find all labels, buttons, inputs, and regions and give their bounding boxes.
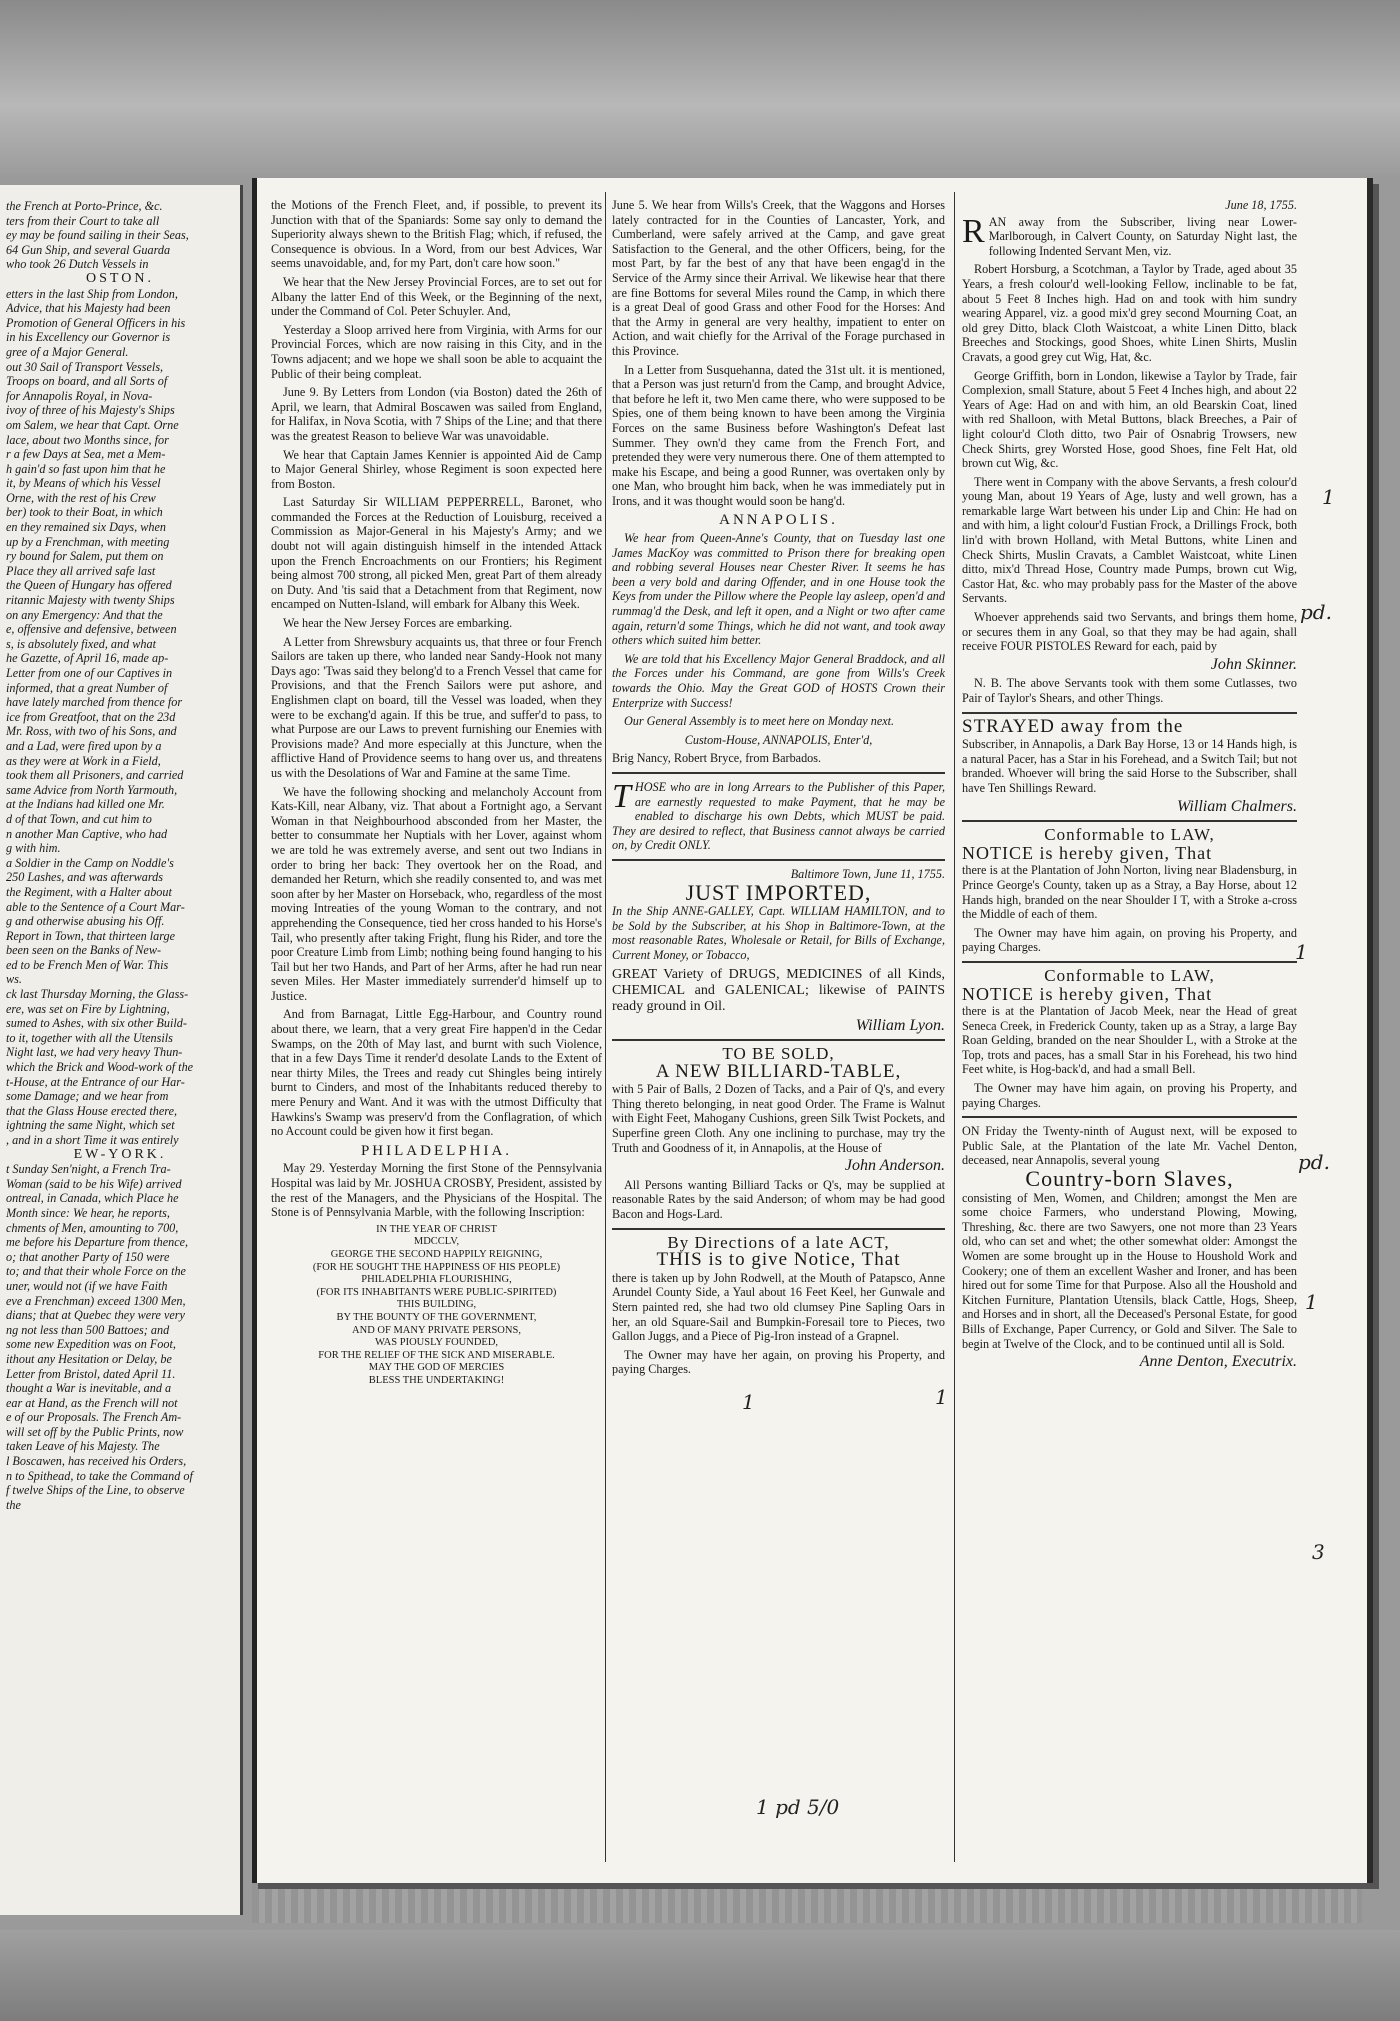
left-page-line: Orne, with the rest of his Crew <box>6 490 156 505</box>
left-page-line: ithout any Hesitation or Delay, be <box>6 1351 172 1366</box>
margin-note: pd. <box>1298 1150 1330 1174</box>
meek-law: Conformable to LAW, <box>1044 965 1215 985</box>
left-page-line: uner, would not (if we have Faith <box>6 1278 168 1293</box>
left-page-column <box>6 199 234 1512</box>
hospital-inscription <box>271 1224 602 1388</box>
margin-note: pd. <box>1300 600 1332 624</box>
denton-lead: ON Friday the Twenty-ninth of August next, will be exposed to Public Sale, at the Plantation of the late Mr. Vachel Denton, deceased, near Annapolis, several young <box>962 1124 1297 1168</box>
lyon-text: In the Ship ANNE-GALLEY, Capt. WILLIAM HAMILTON, and to be Sold by the Subscriber, at his Shop in Baltimore-Town, at the most reasonable Rates, Wholesale or Retail, for Bills of Exchange, Current Money, or Tobacco, <box>612 904 945 962</box>
divider <box>962 820 1297 822</box>
skinner-lead: AN away from the Subscriber, living near Lower-Marlborough, in Calvert County, on Saturday Night last, the following Indented Servant Men, viz. <box>988 214 1297 258</box>
divider <box>612 859 945 861</box>
rodwell-text: there is taken up by John Rodwell, at the Mouth of Patapsco, Anne Arundel County Side, a Yaul about 16 Feet Keel, her Gunwale and Stern painted red, she had two old clumsey Pine Sapling Oars in her, an old Square-Sail and Bumpkin-Foresail tore to Pieces, two Gallon Juggs, and a Piece of Pig-Iron instead of a Grapnel. <box>612 1270 945 1344</box>
custom-entry: Brig Nancy, Robert Bryce, from Barbados. <box>612 751 822 766</box>
norton-notice: NOTICE is hereby given, That <box>962 842 1213 863</box>
left-page-line: ws. <box>6 972 22 987</box>
left-page-line: ice from Greatfoot, that on the 23d <box>6 709 176 724</box>
left-page-line: o; that another Party of 150 were <box>6 1249 170 1264</box>
left-page-line: up by a Frenchman, with meeting <box>6 534 170 549</box>
skinner-dropcap: R <box>962 212 985 250</box>
column-rule <box>605 192 606 1862</box>
left-page-line: it, by Means of which his Vessel <box>6 476 161 491</box>
lyon-great: GREAT Variety of DRUGS, MEDICINES of all Kinds, CHEMICAL and GALENICAL; likewise of PAINTS ready ground in Oil. <box>612 966 945 1014</box>
left-page-line: for Annapolis Royal, in Nova- <box>6 388 153 403</box>
left-page-line: able to the Sentence of a Court Mar- <box>6 899 185 914</box>
inscription-line: MAY THE GOD OF MERCIES <box>368 1362 505 1374</box>
margin-note: 1 <box>1322 485 1335 509</box>
left-page-line: Place they all arrived safe last <box>6 563 156 578</box>
left-page-line: g with him. <box>6 841 61 856</box>
left-page-line: n another Man Captive, who had <box>6 826 168 841</box>
inscription-line: WAS PIOUSLY FOUNDED, <box>374 1337 499 1349</box>
col1-para-9: And from Barnagat, Little Egg-Harbour, and Country round about there, we learn, that a very great Fire happen'd in the Cedar Swamps, on the 20th of May last, and burnt with such Violence, that in a few Days Time it render'd desolate Lands to the Extent of near thirty Miles, the Trees and ready cut Shingles being intirely burnt to Cinders, and most of the Inhabitants reduced thereby to mere Penury and Want. And it was with the utmost Difficulty that Hawkins's Swamp was preserv'd from the Conflagration, of which no Account could be given how it first began. <box>271 1007 602 1139</box>
annapolis-para-2: Our General Assembly is to meet here on Monday next. <box>624 714 895 729</box>
left-page-line: as they were at Work in a Field, <box>6 753 161 768</box>
left-page-line: ontreal, in Canada, which Place he <box>6 1191 179 1206</box>
col1-para-2: Yesterday a Sloop arrived here from Virginia, with Arms for our Provincial Forces, which are now raising in this City, and in the Towns adjacent; and we hope we shall soon be able to acquaint the Public of their being compleat. <box>271 322 602 381</box>
col1-para-7: A Letter from Shrewsbury acquaints us, that three or four French Sailors are taken up there, who landed near Sandy-Hook not many Days ago: 'Twas said they belong'd to a French Vessel that came for Provisions, and that the French Sailors were put ashore, and Englishmen clapt on board, till the Vessel was loaded, when they were to be exchang'd again. If this be true, and suffer'd to pass, to what Purpose are our Laws to prevent furnishing our Enemies with Provisions made? And more especially at this Juncture, when the afflictive Hand of Providence seems to hang over us, and threatens us with the Desolations of War and Famine at the same Time. <box>271 634 602 780</box>
scan-background-bottom <box>0 1930 1400 2021</box>
page-edge-shadow <box>252 1883 1362 1923</box>
philadelphia-heading: PHILADELPHIA. <box>360 1142 513 1159</box>
divider <box>962 1116 1297 1118</box>
left-page-line: the Regiment, with a Halter about <box>6 884 172 899</box>
column-1 <box>271 198 602 1868</box>
left-page-line: same Advice from North Yarmouth, <box>6 782 178 797</box>
column-2 <box>612 198 945 1878</box>
inscription-line: (FOR ITS INHABITANTS WERE PUBLIC-SPIRITED) <box>316 1286 557 1298</box>
left-page-line: Woman (said to be his Wife) arrived <box>6 1176 182 1191</box>
left-page-line: the <box>6 1497 21 1512</box>
left-page-line: Promotion of General Officers in his <box>6 315 186 330</box>
inscription-line: PHILADELPHIA FLOURISHING, <box>361 1274 512 1286</box>
left-page-line: some new Expedition was on Foot, <box>6 1337 176 1352</box>
annapolis-heading: ANNAPOLIS. <box>719 512 838 529</box>
col1-para-4: We hear that Captain James Kennier is appointed Aid de Camp to Major General Shirley, whose Regiment is soon expected here from Boston. <box>271 447 602 491</box>
left-page-line: l Boscawen, has received his Orders, <box>6 1454 187 1469</box>
left-page-line: etters in the last Ship from London, <box>6 286 178 301</box>
left-page <box>0 185 243 1915</box>
left-page-line: taken Leave of his Majesty. The <box>6 1439 160 1454</box>
left-page-line: t Sunday Sen'night, a French Tra- <box>6 1162 171 1177</box>
left-page-line: EW-YORK. <box>73 1146 167 1162</box>
rodwell-owner: The Owner may have her again, on proving his Property, and paying Charges. <box>612 1347 945 1377</box>
left-page-line: s, is absolutely fixed, and what <box>6 636 156 651</box>
skinner-date: June 18, 1755. <box>1225 198 1297 212</box>
left-page-line: Advice, that his Majesty had been <box>6 301 171 316</box>
billiard-note: All Persons wanting Billiard Tacks or Q's, may be supplied at reasonable Rates by the said Anderson; of whom may be had good Bacon and Hogs-Lard. <box>612 1177 945 1222</box>
denton-text: consisting of Men, Women, and Children; amongst the Men are some choice Farmers, who understand Plowing, Mowing, Threshing, &c. there are two Sawyers, one not more than 23 Years old, who can set and whet; the other somewhat older: Amongst the Women are some brought up in the House to Houshold Work and Cookery; one of them an excellent Washer and Ironer, and has been hired out for some Time for that Purpose. Also all the Houshold and Kitchen Furniture, Plantation Utensils, black Cattle, Hogs, Sheep, and Horses and in short, all the Deceased's Personal Estate, for good Bills of Exchange, Paper Currency, or Gold and Silver. The Sale to begin at Twelve of the Clock, and to be continued until all is Sold. <box>962 1190 1297 1351</box>
left-page-line: chments of Men, amounting to 700, <box>6 1220 179 1235</box>
billiard-heading: TO BE SOLD, <box>722 1044 835 1064</box>
left-page-line: to it, together with all the Utensils <box>6 1030 173 1045</box>
billiard-title: A NEW BILLIARD-TABLE, <box>655 1060 902 1082</box>
column-rule <box>954 192 955 1862</box>
left-page-line: n to Spithead, to take the Command of <box>6 1468 193 1483</box>
col1-para-8: We have the following shocking and melancholy Account from Kats-Kill, near Albany, viz. That about a Fortnight ago, a Servant Woman in that Neighbourhood absconded from her Master, the better to consummate her Nuptials with her Lover, against whom we are told he was extremely averse, and sent out two Indians in order to bring her back: They overtook her on the Road, and demanded her Return, which she readily consented to, and was met soon after by her Master on Horseback, who, regardless of the most moving Intreaties of the young Woman to the contrary, and not apprehending the Consequence, tied her cross handed to his Horse's Tail, who presently after taking Fright, flung his Rider, and tore the poor Creature Limb from Limb; nothing being found hanging to his Tail but her two Hands, and Part of her Arms, after he had run near seven Miles. Her Master immediately surrender'd himself up to Justice. <box>271 784 602 1003</box>
inscription-line: THIS BUILDING, <box>396 1299 477 1311</box>
left-page-line: and a Lad, were fired upon by a <box>6 738 162 753</box>
left-page-line: at the Indians had killed one Mr. <box>6 797 165 812</box>
left-page-line: h gain'd so fast upon him that he <box>6 461 166 476</box>
inscription-line: FOR THE RELIEF OF THE SICK AND MISERABLE. <box>318 1349 555 1361</box>
chalmers-text: Subscriber, in Annapolis, a Dark Bay Horse, 13 or 14 Hands high, is a natural Pacer, has a Star in his Forehead, and a Switch Tail; but not branded. Whoever will bring the said Horse to the Subscriber, shall have Ten Shillings Reward. <box>962 737 1297 795</box>
billiard-signature: John Anderson. <box>844 1157 945 1175</box>
left-page-line: a Soldier in the Camp on Noddle's <box>6 855 174 870</box>
col1-para-5: Last Saturday Sir WILLIAM PEPPERRELL, Baronet, who commanded the Forces at the Reduction of Louisburg, received a Commission as Major-General in his Majesty's Army; and we doubt not will again distinguish himself in the intended Attack upon the French Encroachments on our Frontiers; his Regiment being almost 700 strong, all picked Men, great Part of them already on Duty. And 'tis said that a Detachment from that Regiment, now encamped on Nutten-Island, will embark for Albany this Week. <box>271 495 602 612</box>
skinner-para-2: There went in Company with the above Servants, a fresh colour'd young Man, about 19 Years of Age, lusty and well grown, has a remarkable large Wart between his under Lip and Chin: He had on and with him, a light colour'd Fustian Frock, a Drillings Frock, both lin'd with brown Holland, with Metal Buttons, white Linen and Check Shirts, Muslin Cravats, a Camblet Waistcoat, white Linen ditto, mix'd Thread Hose, Country made Pumps, brown cut Wig, Castor Hat, &c. who may probably pass for the Master of the above Servants. <box>962 474 1297 606</box>
left-page-line: eve a Frenchman) exceed 1300 Men, <box>6 1293 186 1308</box>
left-page-line: Report in Town, that thirteen large <box>6 928 176 943</box>
left-page-line: ere, was set on Fire by Lightning, <box>6 1001 170 1016</box>
col1-para-3: June 9. By Letters from London (via Boston) dated the 26th of April, we learn, that Admiral Boscawen was sailed from England, for Halifax, in Nova Scotia, with 7 Ships of the Line; and that there was the greatest Reason to believe War was unavoidable. <box>271 385 602 443</box>
norton-text: there is at the Plantation of John Norton, living near Bladensburg, in Prince George's County, taken up as a Stray, a Bay Horse, about 12 Hands high, branded on the near Shoulder I T, with a Stroke a-cross the Middle of each of them. <box>962 863 1297 922</box>
left-page-line: lace, about two Months since, for <box>6 432 169 447</box>
left-page-line: ed to be French Men of War. This <box>6 957 169 972</box>
left-page-line: he Gazette, of April 16, made ap- <box>6 651 169 666</box>
arrears-dropcap: T <box>612 777 631 815</box>
left-page-line: dians; that at Quebec they were very <box>6 1308 185 1323</box>
left-page-line: in his Excellency our Governor is <box>6 330 171 345</box>
skinner-para-0: Robert Horsburg, a Scotchman, a Taylor by Trade, aged about 35 Years, a fresh colour'd well-looking Fellow, inclinable to be fat, about 5 Feet 8 Inches high. Had on and took with him sundry wearing Apparel, viz. a good mix'd grey second Mourning Coat, an old grey Ditto, black Cloth Waistcoat, a white Linen Ditto, black Breeches and Stockings, good Shoes, white Linen Shirts, Muslin Cravats, a good grey cut Wig, Hat, &c. <box>962 262 1297 364</box>
left-page-line: been seen on the Banks of New- <box>6 943 162 958</box>
left-page-line: ey may be found sailing in their Seas, <box>6 228 189 243</box>
scan-background-top <box>0 0 1400 175</box>
inscription-line: MDCCLV, <box>413 1236 460 1248</box>
left-page-line: out 30 Sail of Transport Vessels, <box>6 359 164 374</box>
left-page-line: thought a War is inevitable, and a <box>6 1381 172 1396</box>
rodwell-title: THIS is to give Notice, That <box>656 1249 901 1271</box>
divider <box>612 1039 945 1041</box>
left-page-line: d of that Town, and cut him to <box>6 811 152 826</box>
lyon-signature: William Lyon. <box>855 1016 945 1034</box>
left-page-line: Mr. Ross, with two of his Sons, and <box>6 724 177 739</box>
left-page-line: ters from their Court to take all <box>6 213 160 228</box>
left-page-line: Month since: We hear, he reports, <box>6 1205 170 1220</box>
left-page-line: the French at Porto-Prince, &c. <box>6 199 163 213</box>
left-page-line: Night last, we had very heavy Thun- <box>6 1045 183 1060</box>
left-page-line: that the Glass House erected there, <box>6 1103 178 1118</box>
chalmers-signature: William Chalmers. <box>1176 797 1297 815</box>
left-page-line: on any Emergency: And that the <box>6 607 163 622</box>
norton-law: Conformable to LAW, <box>1044 825 1215 845</box>
left-page-line: Troops on board, and all Sorts of <box>6 374 168 389</box>
chalmers-heading: STRAYED away from the <box>962 715 1184 737</box>
denton-signature: Anne Denton, Executrix. <box>1139 1353 1297 1371</box>
left-page-line: om Salem, we hear that Capt. Orne <box>6 417 179 432</box>
left-page-line: ng not less than 500 Battoes; and <box>6 1322 170 1337</box>
left-page-line: ber) took to their Boat, in which <box>6 505 163 520</box>
lyon-date: Baltimore Town, June 11, 1755. <box>790 866 945 881</box>
col2-para-1: In a Letter from Susquehanna, dated the 31st ult. it is mentioned, that a Person was just return'd from the Camp, and brought Advice, that before he left it, two Men came there, who were supposed to be Spies, one of them being known to have been among the Virginia Forces on the same Business before Washington's Defeat last Summer. They own'd they came from the French Fort, and pretended they were very numerous there. One of them attempted to make his Escape, and being a good Runner, was overtaken only by one Man, who brought him back, when he was immediately put in Irons, and it was thought would soon be hang'd. <box>612 362 945 508</box>
rodwell-heading: By Directions of a late ACT, <box>667 1232 890 1252</box>
left-page-line: e, offensive and defensive, between <box>6 622 177 637</box>
col1-para-6: We hear the New Jersey Forces are embarking. <box>283 616 513 631</box>
col1-para-0: the Motions of the French Fleet, and, if possible, to prevent its Junction with that of the Spaniards: Some say only to demand the Superiority always shewn to the British Flag; which, if refused, the Consequence is obvious. In a Word, from our best Advices, War seems unavoidable, and, for my Part, don't care how soon." <box>271 198 602 271</box>
left-page-line: informed, that a great Number of <box>6 680 168 695</box>
margin-note: 1 <box>742 1390 755 1414</box>
newspaper-page <box>252 178 1373 1883</box>
left-page-line: me before his Departure from thence, <box>6 1235 189 1250</box>
margin-note: 1 pd 5/0 <box>756 1795 840 1819</box>
philadelphia-text: May 29. Yesterday Morning the first Stone of the Pennsylvania Hospital was laid by Mr. JOSHUA CROSBY, President, assisted by the rest of the Managers, and the Physicians of the Hospital. The Stone is of Pennsylvania Marble, with the following Inscription: <box>271 1161 602 1220</box>
left-page-line: t-House, at the Entrance of our Har- <box>6 1074 185 1089</box>
left-page-line: the Queen of Hungary has offered <box>6 578 172 593</box>
left-page-line: , and in a short Time it was entirely <box>6 1133 179 1147</box>
left-page-line: ear at Hand, as the French will not <box>6 1395 178 1410</box>
left-page-line: ck last Thursday Morning, the Glass- <box>6 987 189 1002</box>
left-page-line: gree of a Major General. <box>6 344 129 359</box>
left-page-line: will set off by the Public Prints, now <box>6 1424 184 1439</box>
inscription-line: IN THE YEAR OF CHRIST <box>376 1223 497 1235</box>
left-page-line: e of our Proposals. The French Am- <box>6 1410 182 1425</box>
annapolis-para-0: We hear from Queen-Anne's County, that on Tuesday last one James MacKoy was committed to Prison there for breaking open and robbing several Houses near Chester River. It seems he has been a very bold and daring Offender, and in one House took the Keys from under the Pillow where the People lay asleep, open'd and rummag'd the Desk, and left it open, and a Night or two after came again, return'd some Things, which he did not want, and took away others which suited him better. <box>612 531 945 648</box>
left-page-line: ry bound for Salem, put them on <box>6 549 164 564</box>
norton-owner: The Owner may have him again, on proving his Property, and paying Charges. <box>962 925 1297 955</box>
left-page-line: ivoy of three of his Majesty's Ships <box>6 403 175 418</box>
skinner-nb: N. B. The above Servants took with them some Cutlasses, two Pair of Taylor's Shears, and other Things. <box>962 676 1297 705</box>
left-page-line: en they remained six Days, when <box>6 520 166 535</box>
margin-note: 1 <box>935 1385 948 1409</box>
left-page-line: ightning the same Night, which set <box>6 1118 175 1133</box>
left-page-line: sumed to Ashes, with six other Build- <box>6 1016 187 1031</box>
left-page-line: Letter from one of our Captives in <box>6 666 173 680</box>
denton-title: Country-born Slaves, <box>1025 1166 1234 1192</box>
divider <box>962 961 1297 963</box>
divider <box>612 772 945 774</box>
lyon-heading: JUST IMPORTED, <box>685 879 872 905</box>
inscription-line: AND OF MANY PRIVATE PERSONS, <box>352 1324 521 1336</box>
col1-para-1: We hear that the New Jersey Provincial Forces, are to set out for Albany the latter End of this Week, or the Beginning of the next, under the Command of Col. Peter Schuyler. And, <box>271 274 602 319</box>
inscription-line: (FOR HE SOUGHT THE HAPPINESS OF HIS PEOPLE) <box>312 1261 561 1273</box>
left-page-line: have lately marched from thence for <box>6 695 183 710</box>
meek-owner: The Owner may have him again, on proving his Property, and paying Charges. <box>962 1081 1297 1110</box>
left-page-line: OSTON. <box>86 270 154 286</box>
left-page-line: who took 26 Dutch Vessels in <box>6 257 149 272</box>
left-page-line: 250 Lashes, and was afterwards <box>6 870 163 885</box>
divider <box>612 1228 945 1230</box>
arrears-notice: HOSE who are in long Arrears to the Publisher of this Paper, are earnestly requested to make Payment, that he may be enabled to discharge his own Debts, which MUST be paid. They are desired to reflect, that Business cannot always be carried on, by Credit ONLY. <box>612 779 945 853</box>
annapolis-para-1: We are told that his Excellency Major General Braddock, and all the Forces under his Command, are gone from Wills's Creek towards the Ohio. May the Great GOD of HOSTS Crown their Enterprize with Success! <box>612 651 945 710</box>
column-3 <box>962 198 1297 1878</box>
left-page-line: ritannic Majesty with twenty Ships <box>6 593 175 608</box>
left-page-line: to; and that their whole Force on the <box>6 1264 186 1279</box>
left-page-line: f twelve Ships of the Line, to observe <box>6 1483 185 1498</box>
billiard-text: with 5 Pair of Balls, 2 Dozen of Tacks, and a Pair of Q's, and every Thing thereto belonging, in neat good Order. The Frame is Walnut with Eight Feet, Mahogany Cushions, green Silk Twist Pockets, and Superfine green Cloth. Any one inclining to purchase, may try the Truth and Goodness of it, in Annapolis, at the House of <box>612 1082 945 1155</box>
inscription-line: BY THE BOUNTY OF THE GOVERNMENT, <box>336 1311 537 1323</box>
left-page-line: took them all Prisoners, and carried <box>6 768 184 783</box>
left-page-line: r a few Days at Sea, met a Mem- <box>6 447 166 462</box>
left-page-line: g and otherwise abusing his Off. <box>6 914 165 929</box>
margin-note: 1 <box>1295 940 1308 964</box>
skinner-signature: John Skinner. <box>1210 655 1297 673</box>
divider <box>962 712 1297 714</box>
margin-note: 1 <box>1305 1290 1318 1314</box>
inscription-line: BLESS THE UNDERTAKING! <box>368 1374 505 1386</box>
meek-text: there is at the Plantation of Jacob Meek, near the Head of great Seneca Creek, in Frederick County, taken up as a Stray, a large Bay Roan Gelding, branded on the near Shoulder L, with a Stroke at the Top, trots and paces, has a small Star in his Forehead, his two hind Feet white, is Hog-back'd, and had a small Bell. <box>962 1004 1297 1077</box>
skinner-para-1: George Griffith, born in London, likewise a Taylor by Trade, fair Complexion, small Stature, about 5 Feet 4 Inches high, and about 22 Years of Age: Had on and with him, an old Bearskin Coat, lined with red Shalloon, with Metal Buttons, black Breeches, a Pair of light colour'd Cloth ditto, two Pair of Osnabrig Trowsers, new Check Shirts, grey Worsted Hose, good Shoes, fine Felt Hat, old brown cut Wig, &c. <box>962 368 1297 471</box>
inscription-line: GEORGE THE SECOND HAPPILY REIGNING, <box>330 1248 543 1260</box>
left-page-line: 64 Gun Ship, and several Guarda <box>6 242 171 257</box>
margin-note: 3 <box>1312 1540 1325 1564</box>
left-page-line: which the Brick and Wood-work of the <box>6 1060 194 1075</box>
skinner-para-3: Whoever apprehends said two Servants, and brings them home, or secures them in any Goal, so that they may be had again, shall receive FOUR PISTOLES Reward for each, paid by <box>962 610 1297 654</box>
col2-para-0: June 5. We hear from Wills's Creek, that the Waggons and Horses lately contracted for in the Counties of Lancaster, York, and Cumberland, were safely arrived at the Camp, and gave great Satisfaction to the General, and the other Officers, being, for the most Part, by far the best of any that have been engag'd in the Service of the Army since their Arrival. We likewise hear that there are fine Bottoms for several Miles round the Camp, in which there is a great Deal of good Grass and other Food for the Horses: And that the Army in general are very healthy, impatient to enter on Action, and wait chiefly for the Arrival of the Forage purchased in this Province. <box>612 198 945 358</box>
meek-notice: NOTICE is hereby given, That <box>962 983 1213 1004</box>
left-page-line: some Damage; and we hear from <box>6 1089 169 1104</box>
custom-house: Custom-House, ANNAPOLIS, Enter'd, <box>684 732 873 747</box>
left-page-line: Letter from Bristol, dated April 11. <box>6 1366 176 1381</box>
